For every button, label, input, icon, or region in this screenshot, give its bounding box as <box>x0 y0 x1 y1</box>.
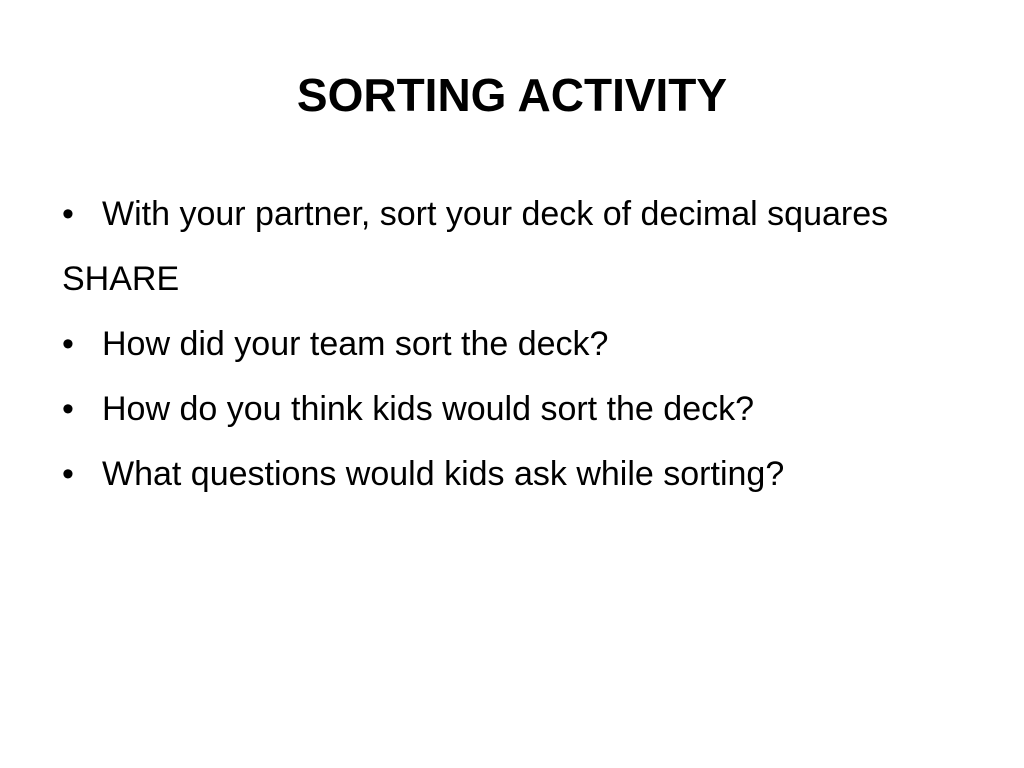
slide-content-list <box>62 188 962 513</box>
bullet-icon: • <box>62 390 74 428</box>
bullet-icon: • <box>62 455 74 493</box>
list-item-share-heading <box>62 253 962 305</box>
bullet-icon: • <box>62 195 74 233</box>
list-item-team-sort-question <box>62 318 962 370</box>
list-item-text: With your partner, sort your deck of decimal squares <box>102 195 889 233</box>
list-item-kids-questions <box>62 448 962 500</box>
list-item-partner-sort <box>62 188 962 240</box>
slide-title: SORTING ACTIVITY <box>296 69 728 121</box>
list-item-text: What questions would kids ask while sorting? <box>102 455 785 493</box>
list-item-kids-sort-question <box>62 383 962 435</box>
list-item-text: SHARE <box>62 260 180 298</box>
bullet-icon: • <box>62 325 74 363</box>
list-item-text: How did your team sort the deck? <box>102 325 609 363</box>
list-item-text: How do you think kids would sort the deck? <box>102 390 755 428</box>
